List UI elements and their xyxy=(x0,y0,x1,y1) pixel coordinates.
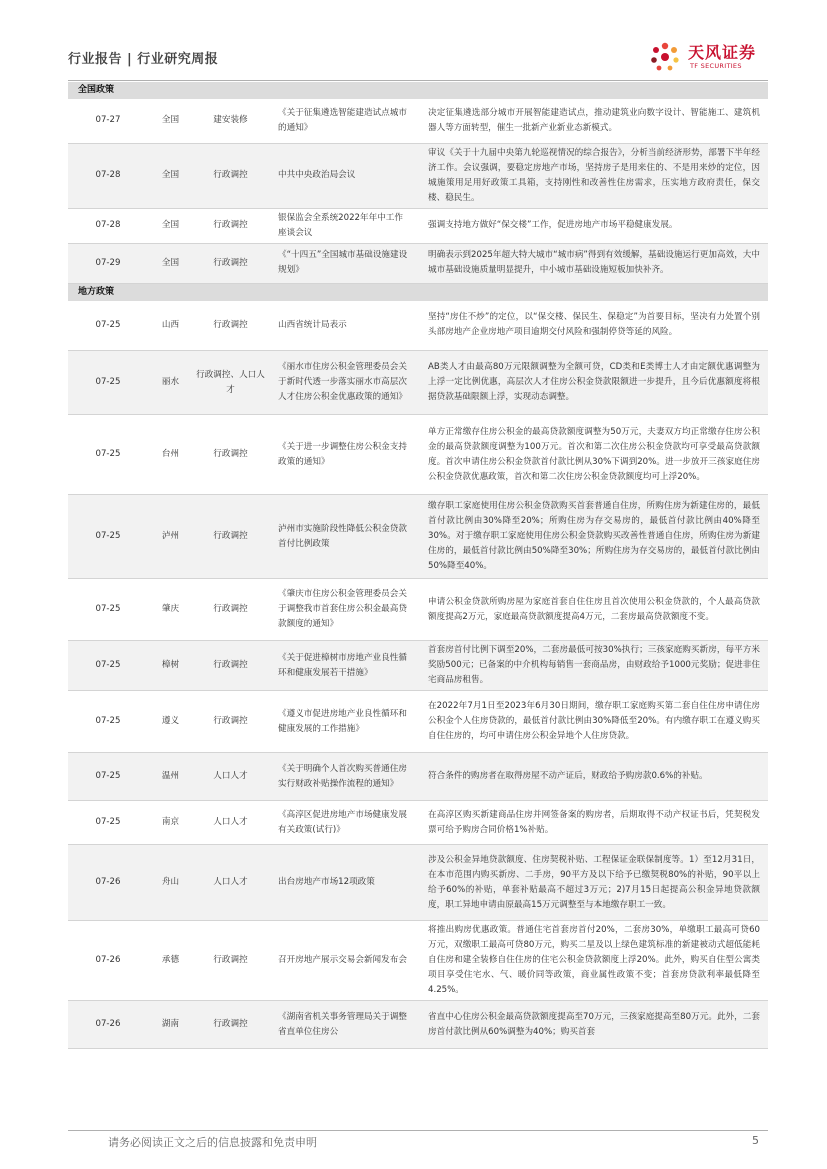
policy-type: 行政调控 xyxy=(193,579,268,641)
logo-flower-icon xyxy=(648,40,682,74)
policy-date: 07-25 xyxy=(68,351,148,415)
disclaimer-text: 请务必阅读正文之后的信息披露和免责申明 xyxy=(108,1136,317,1149)
policy-content: 明确表示到2025年超大特大城市“城市病”得到有效缓解，基础设施运行更加高效，大中城市基础设施质量明显提升，中小城市基础设施短板加快补齐。 xyxy=(418,243,768,283)
policy-date: 07-25 xyxy=(68,801,148,845)
policy-type: 人口人才 xyxy=(193,801,268,845)
policy-region: 遵义 xyxy=(148,691,193,753)
policy-region: 温州 xyxy=(148,753,193,801)
policy-content: 在2022年7月1日至2023年6月30日期间，缴存职工家庭购买第二套自住住房申请住房公积金个人住房贷款的，最低首付款比例由30%降低至20%。有内缴存职工在遵义购买自住住房的，均可申请住房公积金异地个人住房贷款。 xyxy=(418,691,768,753)
policy-name: 《高淳区促进房地产市场健康发展有关政策(试行)》 xyxy=(268,801,418,845)
page-number: 5 xyxy=(752,1134,759,1147)
policy-content: 首套房首付比例下调至20%，二套房最低可按30%执行；三孩家庭购买新房，每平方米奖励500元；已备案的中介机构每销售一套商品房，由财政给予1000元奖励；促进非住宅商品房租售。 xyxy=(418,641,768,691)
policy-date: 07-25 xyxy=(68,301,148,351)
company-logo xyxy=(648,38,768,78)
policy-type: 行政调控 xyxy=(193,143,268,208)
policy-name: 山西省统计局表示 xyxy=(268,301,418,351)
policy-region: 全国 xyxy=(148,243,193,283)
policy-content: 坚持“房住不炒”的定位，以“保交楼、保民生、保稳定”为首要目标，坚决有力处置个别头部房地产企业房地产项目逾期交付风险和强制停贷等延的风险。 xyxy=(418,301,768,351)
policy-content: 在高淳区购买新建商品住房并网签备案的购房者，后期取得不动产权证书后，凭契税发票可给予购房合同价格1%补贴。 xyxy=(418,801,768,845)
logo-english-name: TF SECURITIES xyxy=(690,62,742,70)
policy-name: 召开房地产展示交易会新闻发布会 xyxy=(268,921,418,1001)
policy-date: 07-25 xyxy=(68,691,148,753)
policy-region: 樟树 xyxy=(148,641,193,691)
policy-date: 07-25 xyxy=(68,579,148,641)
policy-date: 07-25 xyxy=(68,641,148,691)
header-divider xyxy=(68,80,768,81)
policy-type: 行政调控 xyxy=(193,208,268,243)
page-header xyxy=(68,38,768,78)
policy-region: 丽水 xyxy=(148,351,193,415)
policy-date: 07-26 xyxy=(68,1001,148,1049)
table-row xyxy=(68,641,768,691)
policy-region: 全国 xyxy=(148,208,193,243)
section-header-row xyxy=(68,82,768,99)
table-row xyxy=(68,801,768,845)
table-row xyxy=(68,921,768,1001)
policy-date: 07-25 xyxy=(68,415,148,495)
policy-date: 07-26 xyxy=(68,845,148,921)
policy-region: 山西 xyxy=(148,301,193,351)
table-row xyxy=(68,415,768,495)
policy-name: 《丽水市住房公积金管理委员会关于新时代透一步落实丽水市高层次人才住房公积金优惠政策的通知》 xyxy=(268,351,418,415)
report-category: 行业报告 | 行业研究周报 xyxy=(68,52,219,67)
section-header-row xyxy=(68,283,768,301)
policy-name: 《肇庆市住房公积金管理委员会关于调整我市首套住房公积金最高贷款额度的通知》 xyxy=(268,579,418,641)
section-title: 地方政策 xyxy=(68,283,768,301)
table-row xyxy=(68,99,768,143)
policy-date: 07-27 xyxy=(68,99,148,143)
policy-type: 建安装修 xyxy=(193,99,268,143)
policy-type: 行政调控 xyxy=(193,921,268,1001)
policy-region: 泸州 xyxy=(148,495,193,579)
policy-type: 人口人才 xyxy=(193,753,268,801)
policy-type: 行政调控 xyxy=(193,301,268,351)
policy-region: 舟山 xyxy=(148,845,193,921)
policy-content: 审议《关于十九届中央第九轮巡视情况的综合报告》，分析当前经济形势，部署下半年经济工作。会议强调，要稳定房地产市场，坚持房子是用来住的、不是用来炒的定位，因城施策用足用好政策工具箱，支持刚性和改善性住房需求，压实地方政府责任，保交楼、稳民生。 xyxy=(418,143,768,208)
policy-region: 全国 xyxy=(148,143,193,208)
section-title: 全国政策 xyxy=(68,82,768,99)
table-row xyxy=(68,495,768,579)
policy-type: 人口人才 xyxy=(193,845,268,921)
policy-name: 银保监会全系统2022年年中工作座谈会议 xyxy=(268,208,418,243)
policy-date: 07-25 xyxy=(68,495,148,579)
policy-region: 全国 xyxy=(148,99,193,143)
policy-table xyxy=(68,82,768,1049)
policy-content: 强调支持地方做好“保交楼”工作，促进房地产市场平稳健康发展。 xyxy=(418,208,768,243)
policy-content: 省直中心住房公积金最高贷款额度提高至70万元，三孩家庭提高至80万元。此外，二套房首付款比例从60%调整为40%；购买首套 xyxy=(418,1001,768,1049)
policy-date: 07-28 xyxy=(68,208,148,243)
policy-name: 《湖南省机关事务管理局关于调整省直单位住房公 xyxy=(268,1001,418,1049)
policy-content: 符合条件的购房者在取得房屋不动产证后，财政给予购房款0.6%的补贴。 xyxy=(418,753,768,801)
policy-region: 承德 xyxy=(148,921,193,1001)
table-row xyxy=(68,753,768,801)
policy-date: 07-28 xyxy=(68,143,148,208)
policy-date: 07-29 xyxy=(68,243,148,283)
table-row xyxy=(68,208,768,243)
policy-type: 行政调控 xyxy=(193,495,268,579)
logo-chinese-name: 天风证券 xyxy=(688,43,757,62)
policy-date: 07-25 xyxy=(68,753,148,801)
policy-name: 出台房地产市场12项政策 xyxy=(268,845,418,921)
table-row xyxy=(68,579,768,641)
policy-content: AB类人才由最高80万元限额调整为全额可贷，CD类和E类博士人才由定额优惠调整为上浮一定比例优惠，高层次人才住房公积金贷款限额进一步提升，且今后优惠额度将根据贷款基础限额上浮，实现动态调整。 xyxy=(418,351,768,415)
table-row xyxy=(68,351,768,415)
policy-name: 中共中央政治局会议 xyxy=(268,143,418,208)
table-row xyxy=(68,301,768,351)
policy-content: 缴存职工家庭使用住房公积金贷款购买首套普通自住房，所购住房为新建住房的，最低首付款比例由30%降至20%；所购住房为存交易房的，最低首付款比例由40%降至30%。对于缴存职工家庭使用住房公积金贷款购买改善性普通自住房，所购住房为新建住房的，最低首付款比例由50%降至30%；所购住房为存交易房的，最低首付款比例由50%降至40%。 xyxy=(418,495,768,579)
policy-region: 台州 xyxy=(148,415,193,495)
policy-table-body xyxy=(68,82,768,1049)
policy-content: 涉及公积金异地贷款额度、住房契税补贴、工程保证金联保制度等。1）至12月31日，在本市范围内购买新房、二手房，90平方及以下给予已缴契税80%的补贴，90平以上给予60%的补贴，单套补贴最高不超过3万元；2)7月15日起提高公积金异地贷款额度，职工异地申请由原最高15万元调整至与本地缴存职工一致。 xyxy=(418,845,768,921)
policy-type: 行政调控 xyxy=(193,1001,268,1049)
policy-name: 《关于促进樟树市房地产业良性循环和健康发展若干措施》 xyxy=(268,641,418,691)
policy-region: 肇庆 xyxy=(148,579,193,641)
table-row xyxy=(68,1001,768,1049)
table-row xyxy=(68,243,768,283)
policy-content: 申请公积金贷款所购房屋为家庭首套自住住房且首次使用公积金贷款的，个人最高贷款额度提高2万元，家庭最高贷款额度提高4万元，二套房最高贷款额度不变。 xyxy=(418,579,768,641)
policy-type: 行政调控 xyxy=(193,641,268,691)
policy-type: 行政调控、人口人才 xyxy=(193,351,268,415)
policy-name: 《关于明确个人首次购买普通住房实行财政补贴操作流程的通知》 xyxy=(268,753,418,801)
policy-name: 《“十四五”全国城市基础设施建设规划》 xyxy=(268,243,418,283)
footer-divider xyxy=(68,1130,768,1131)
policy-date: 07-26 xyxy=(68,921,148,1001)
policy-type: 行政调控 xyxy=(193,415,268,495)
table-row xyxy=(68,691,768,753)
policy-type: 行政调控 xyxy=(193,243,268,283)
table-row xyxy=(68,845,768,921)
policy-content: 将推出购房优惠政策。普通住宅首套房首付20%，二套房30%，单缴职工最高可贷60万元，双缴职工最高可贷80万元，购买二星及以上绿色建筑标准的新建被动式超低能耗自住房和建全装修自住住房的住宅公积金贷款额度上浮20%。此外，购买自住型公寓类项目享受住宅水、气、暖价同等政策，商业属性政策不变；首套房贷款利率最低降至4.25%。 xyxy=(418,921,768,1001)
policy-region: 南京 xyxy=(148,801,193,845)
policy-name: 泸州市实施阶段性降低公积金贷款首付比例政策 xyxy=(268,495,418,579)
policy-name: 《遵义市促进房地产业良性循环和健康发展的工作措施》 xyxy=(268,691,418,753)
policy-region: 湖南 xyxy=(148,1001,193,1049)
policy-name: 《关于进一步调整住房公积金支持政策的通知》 xyxy=(268,415,418,495)
policy-content: 决定征集遴选部分城市开展智能建造试点，推动建筑业向数字设计、智能施工、建筑机器人等方面转型，催生一批新产业新业态新模式。 xyxy=(418,99,768,143)
policy-type: 行政调控 xyxy=(193,691,268,753)
table-row xyxy=(68,143,768,208)
policy-content: 单方正常缴存住房公积金的最高贷款额度调整为50万元，夫妻双方均正常缴存住房公积金的最高贷款额度调整为100万元。首次和第二次住房公积金贷款均可享受最高贷款额度。首次申请住房公积金贷款首付款比例从30%下调到20%。进一步放开三孩家庭住房公积金贷款优惠政策，首次和第二次住房公积金贷款额度均可上浮20%。 xyxy=(418,415,768,495)
policy-name: 《关于征集遴选智能建造试点城市的通知》 xyxy=(268,99,418,143)
